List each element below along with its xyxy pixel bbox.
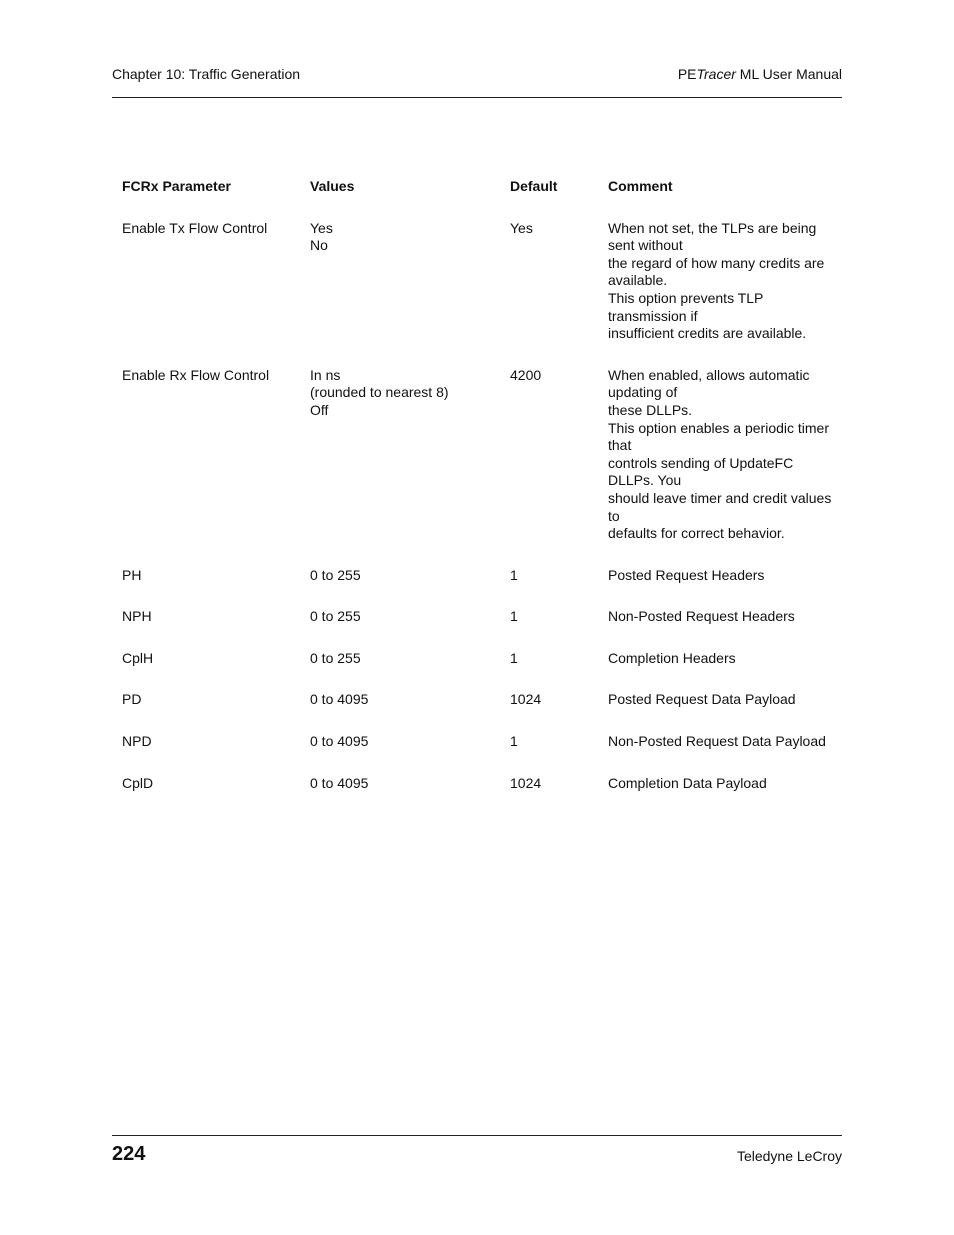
cell-values [300, 733, 500, 775]
value-line: (rounded to nearest 8) [310, 384, 449, 401]
column-header-values: Values [310, 178, 355, 194]
table-row [112, 775, 842, 817]
cell-values [300, 608, 500, 650]
fcrx-parameter-table [112, 170, 842, 816]
manual-title-italic: Tracer [696, 66, 736, 82]
value-line: 0 to 255 [310, 608, 361, 625]
comment-line: This option enables a periodic timer that [608, 419, 830, 454]
comment-line: Non-Posted Request Headers [608, 608, 795, 625]
table-row [112, 608, 842, 650]
value-line: 0 to 4095 [310, 691, 369, 708]
page-number: 224 [112, 1143, 146, 1165]
column-header-comment: Comment [608, 178, 673, 194]
value-line: 0 to 255 [310, 649, 361, 666]
cell-comment [598, 367, 842, 567]
cell-values [300, 775, 500, 817]
table-row [112, 650, 842, 692]
cell-default: 1024 [510, 691, 542, 708]
cell-default: 1 [510, 566, 518, 583]
footer-divider [112, 1135, 842, 1136]
cell-default: Yes [510, 219, 533, 236]
cell-parameter: NPD [122, 733, 152, 750]
comment-line: This option prevents TLP transmission if [608, 289, 764, 324]
table-row [112, 733, 842, 775]
comment-line: Completion Data Payload [608, 774, 767, 791]
cell-comment [598, 650, 842, 692]
value-line: In ns [310, 366, 341, 383]
comment-line: should leave timer and credit values to [608, 489, 832, 524]
comment-line: Non-Posted Request Data Payload [608, 733, 826, 750]
value-line: 0 to 4095 [310, 774, 369, 791]
comment-line: Posted Request Data Payload [608, 691, 796, 708]
comment-line: When enabled, allows automatic updating of [608, 366, 810, 401]
comment-line: defaults for correct behavior. [608, 525, 785, 542]
cell-parameter: CplD [122, 774, 154, 791]
cell-default: 4200 [510, 366, 542, 383]
table-row [112, 691, 842, 733]
comment-line: these DLLPs. [608, 401, 693, 418]
cell-parameter: CplH [122, 649, 154, 666]
table-row [112, 220, 842, 367]
value-line: 0 to 255 [310, 566, 361, 583]
cell-comment [598, 733, 842, 775]
cell-parameter: PD [122, 691, 142, 708]
cell-comment [598, 691, 842, 733]
cell-values [300, 691, 500, 733]
cell-values [300, 367, 500, 567]
cell-comment [598, 567, 842, 609]
value-line: No [310, 237, 328, 254]
cell-comment [598, 608, 842, 650]
cell-parameter: NPH [122, 608, 152, 625]
cell-values [300, 650, 500, 692]
column-header-default: Default [510, 178, 558, 194]
manual-title [678, 66, 842, 82]
manual-title-suffix: ML User Manual [735, 66, 842, 82]
company-name: Teledyne LeCroy [736, 1148, 842, 1164]
comment-line: insufficient credits are available. [608, 325, 807, 342]
cell-comment [598, 220, 842, 367]
cell-default: 1 [510, 608, 518, 625]
comment-line: the regard of how many credits are available. [608, 254, 825, 289]
cell-values [300, 567, 500, 609]
table-header-row [112, 170, 842, 220]
comment-line: When not set, the TLPs are being sent without [608, 219, 817, 254]
cell-values [300, 220, 500, 367]
comment-line: Posted Request Headers [608, 566, 765, 583]
cell-default: 1 [510, 649, 518, 666]
value-line: 0 to 4095 [310, 733, 369, 750]
cell-parameter: PH [122, 566, 142, 583]
cell-default: 1 [510, 733, 518, 750]
chapter-title: Chapter 10: Traffic Generation [112, 66, 301, 82]
header-divider [112, 97, 842, 98]
table-row [112, 567, 842, 609]
comment-line: Completion Headers [608, 649, 736, 666]
table-row [112, 367, 842, 567]
table-body [112, 220, 842, 817]
manual-title-prefix: PE [677, 66, 697, 82]
cell-parameter: Enable Rx Flow Control [122, 366, 270, 383]
value-line: Yes [310, 219, 333, 236]
comment-line: controls sending of UpdateFC DLLPs. You [608, 454, 794, 489]
column-header-parameter: FCRx Parameter [122, 178, 231, 194]
cell-default: 1024 [510, 774, 542, 791]
cell-parameter: Enable Tx Flow Control [122, 219, 268, 236]
cell-comment [598, 775, 842, 817]
value-line: Off [310, 401, 329, 418]
